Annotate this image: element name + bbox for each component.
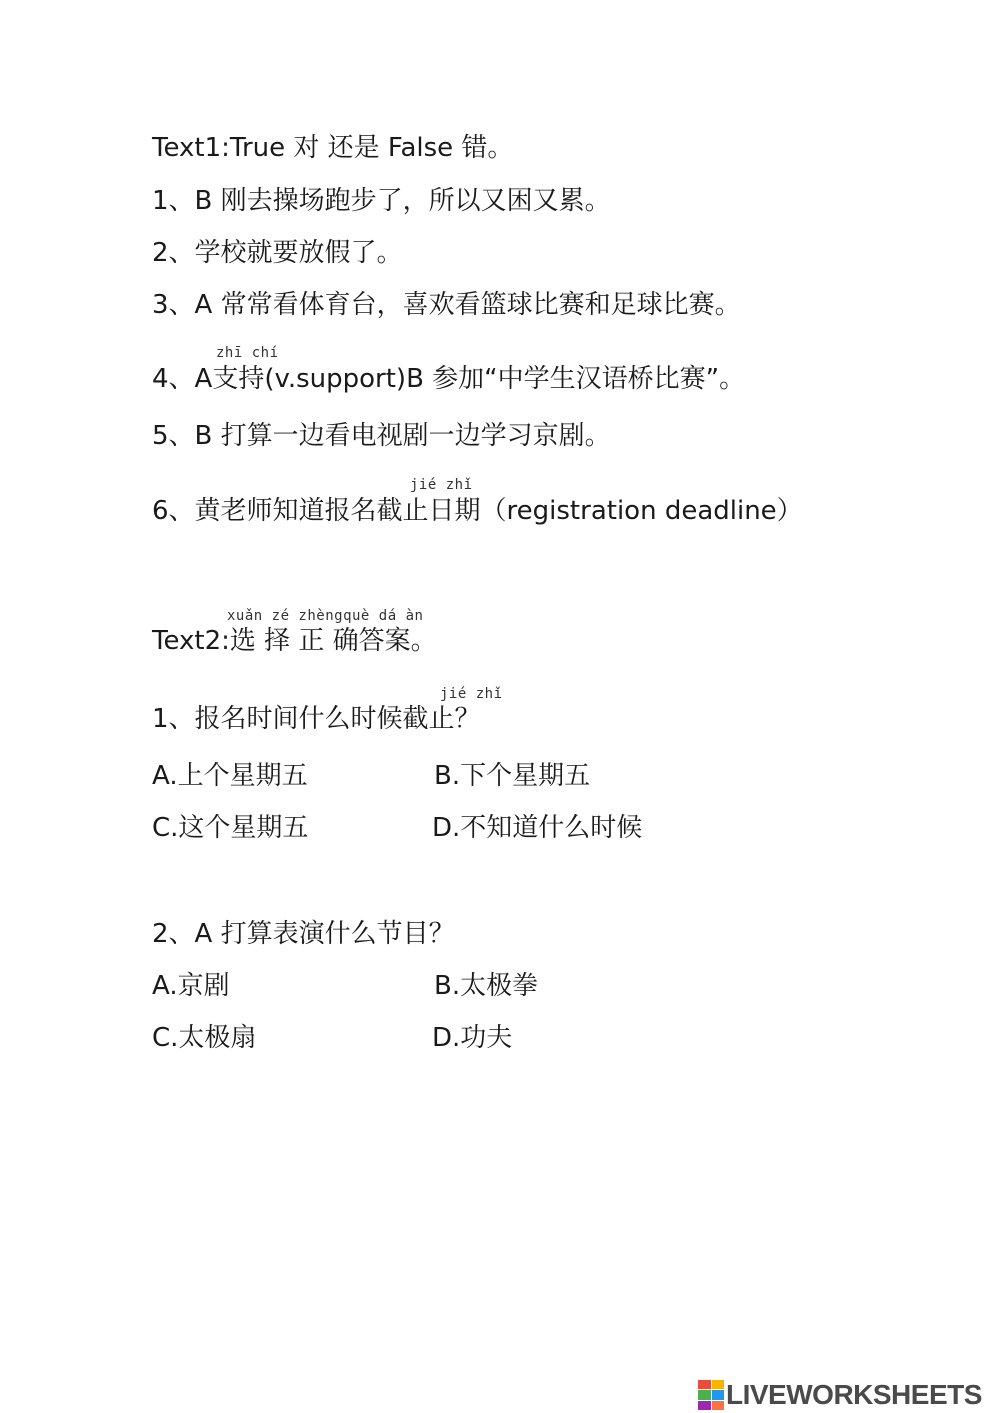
q2-option-a[interactable]: A.京剧 — [152, 971, 230, 1001]
text1-title: Text1:True 对 还是 False 错。 — [152, 133, 514, 163]
text1-item-5: 5、B 打算一边看电视剧一边学习京剧。 — [152, 421, 611, 451]
pinyin-jiezhi-1: jié zhǐ — [410, 477, 473, 493]
liveworksheets-brand — [698, 1378, 982, 1412]
pinyin-zhichi: zhī chí — [216, 345, 279, 361]
logo-square — [698, 1390, 711, 1399]
q1-option-d[interactable]: D.不知道什么时候 — [432, 813, 643, 843]
question-1: 1、报名时间什么时候截止？ — [152, 704, 481, 734]
text1-item-6: 6、黄老师知道报名截止日期（registration deadline） — [152, 496, 803, 526]
text2-title: Text2:选 择 正 确答案。 — [152, 626, 437, 656]
logo-square — [698, 1380, 711, 1389]
liveworksheets-logo-icon — [698, 1380, 724, 1410]
text1-item-4: 4、A支持(v.support)B 参加“中学生汉语桥比赛”。 — [152, 364, 746, 394]
question-2: 2、A 打算表演什么节目？ — [152, 919, 455, 949]
text1-item-1: 1、B 刚去操场跑步了，所以又困又累。 — [152, 186, 611, 216]
logo-square — [712, 1380, 725, 1389]
logo-square — [712, 1390, 725, 1399]
q1-option-a[interactable]: A.上个星期五 — [152, 761, 308, 791]
text1-item-2: 2、学校就要放假了。 — [152, 238, 403, 268]
q1-option-c[interactable]: C.这个星期五 — [152, 813, 309, 843]
q2-option-b[interactable]: B.太极拳 — [434, 971, 539, 1001]
q2-option-d[interactable]: D.功夫 — [432, 1023, 513, 1053]
pinyin-xuanze: xuǎn zé zhèngquè dá àn — [227, 608, 424, 624]
logo-square — [698, 1401, 711, 1410]
q2-option-c[interactable]: C.太极扇 — [152, 1023, 257, 1053]
pinyin-jiezhi-2: jié zhǐ — [440, 686, 503, 702]
brand-name: LIVEWORKSHEETS — [726, 1379, 982, 1410]
q1-option-b[interactable]: B.下个星期五 — [434, 761, 591, 791]
text1-item-3: 3、A 常常看体育台，喜欢看篮球比赛和足球比赛。 — [152, 290, 741, 320]
logo-square — [712, 1401, 725, 1410]
